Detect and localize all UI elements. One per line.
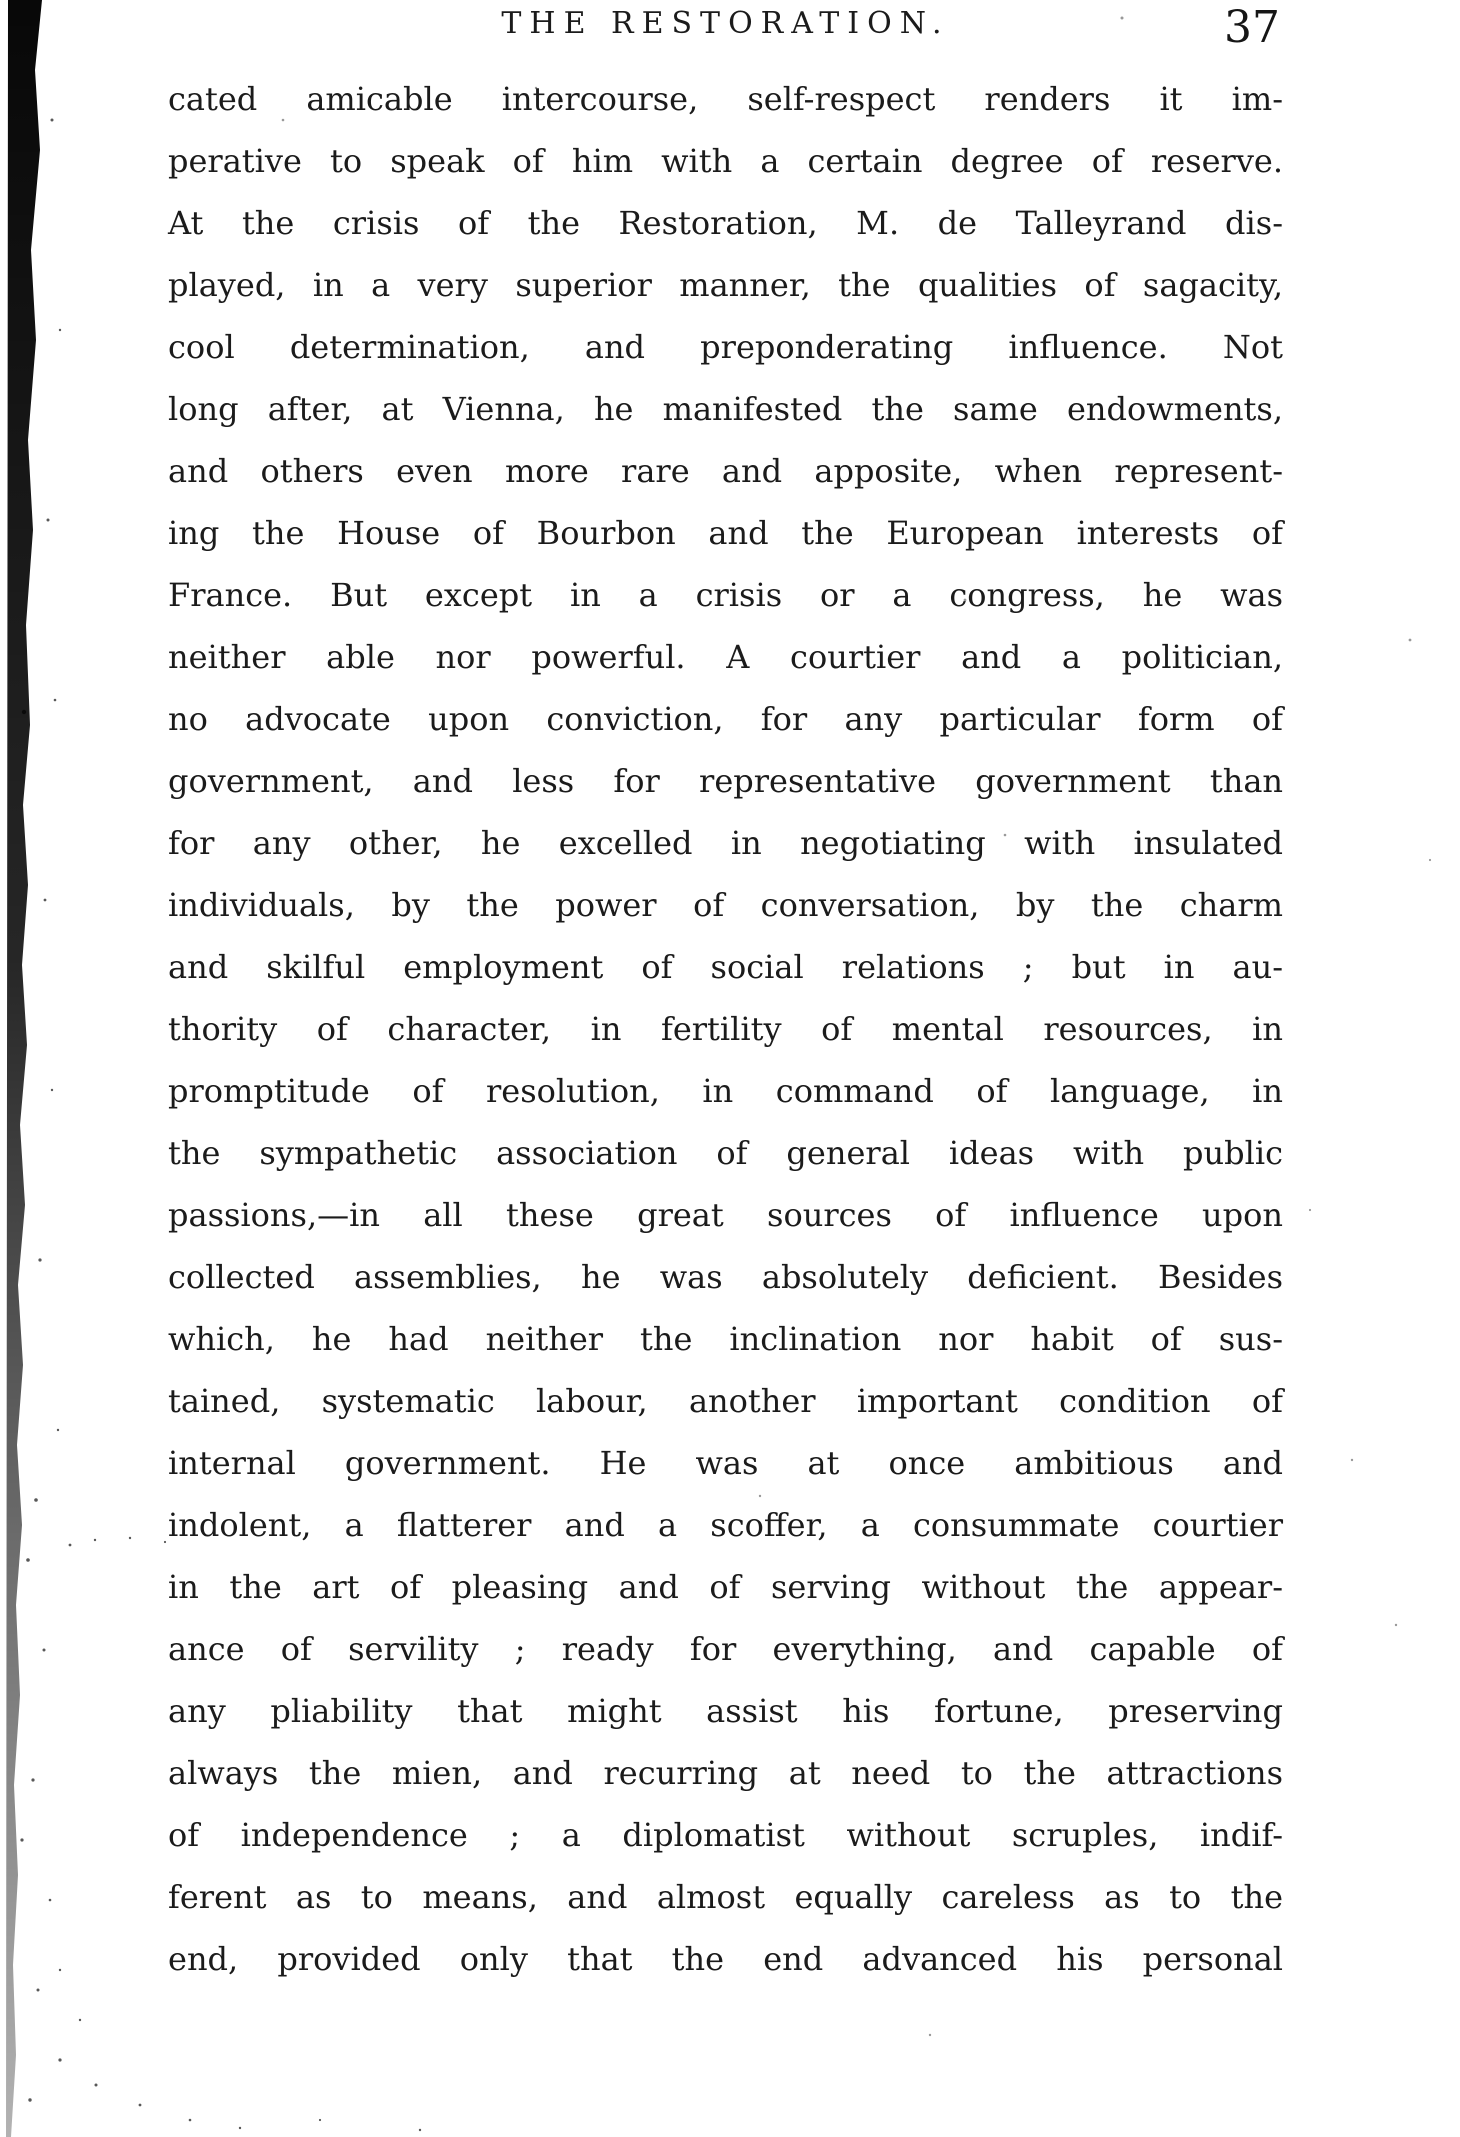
page-number: 37 [1224, 2, 1280, 53]
text-line: end, provided only that the end advanced his personal [168, 1940, 1283, 1978]
text-line: tained, systematic labour, another important condition of [168, 1382, 1283, 1420]
text-line: of independence ; a diplomatist without scruples, indif- [168, 1816, 1283, 1854]
text-line: individuals, by the power of conversation, by the charm [168, 886, 1283, 924]
text-line: ance of servility ; ready for everything, and capable of [168, 1630, 1283, 1668]
text-line: in the art of pleasing and of serving without the appear- [168, 1568, 1283, 1606]
text-line: no advocate upon conviction, for any particular form of [168, 700, 1283, 738]
text-line: ferent as to means, and almost equally careless as to the [168, 1878, 1283, 1916]
text-line: cool determination, and preponderating influence. Not [168, 328, 1283, 366]
text-line: and others even more rare and apposite, when represent- [168, 452, 1283, 490]
text-line: cated amicable intercourse, self-respect renders it im- [168, 80, 1283, 118]
text-line: perative to speak of him with a certain degree of reserve. [168, 142, 1283, 180]
text-line: thority of character, in fertility of mental resources, in [168, 1010, 1283, 1048]
text-line: for any other, he excelled in negotiating with insulated [168, 824, 1283, 862]
text-line: neither able nor powerful. A courtier and a politician, [168, 638, 1283, 676]
text-line: collected assemblies, he was absolutely deficient. Besides [168, 1258, 1283, 1296]
text-line: any pliability that might assist his fortune, preserving [168, 1692, 1283, 1730]
text-line: the sympathetic association of general ideas with public [168, 1134, 1283, 1172]
text-line: internal government. He was at once ambitious and [168, 1444, 1283, 1482]
running-head-title: THE RESTORATION. [501, 6, 950, 41]
text-line: promptitude of resolution, in command of language, in [168, 1072, 1283, 1110]
text-line: ing the House of Bourbon and the European interests of [168, 514, 1283, 552]
text-line: France. But except in a crisis or a congress, he was [168, 576, 1283, 614]
page-text [168, 68, 1283, 1990]
text-line: government, and less for representative government than [168, 762, 1283, 800]
text-line: indolent, a flatterer and a scoffer, a consummate courtier [168, 1506, 1283, 1544]
text-line: always the mien, and recurring at need to the attractions [168, 1754, 1283, 1792]
text-line: which, he had neither the inclination nor habit of sus- [168, 1320, 1283, 1358]
text-line: played, in a very superior manner, the qualities of sagacity, [168, 266, 1283, 304]
text-line: long after, at Vienna, he manifested the same endowments, [168, 390, 1283, 428]
text-line: and skilful employment of social relations ; but in au- [168, 948, 1283, 986]
text-line: At the crisis of the Restoration, M. de Talleyrand dis- [168, 204, 1283, 242]
text-line: passions,—in all these great sources of influence upon [168, 1196, 1283, 1234]
